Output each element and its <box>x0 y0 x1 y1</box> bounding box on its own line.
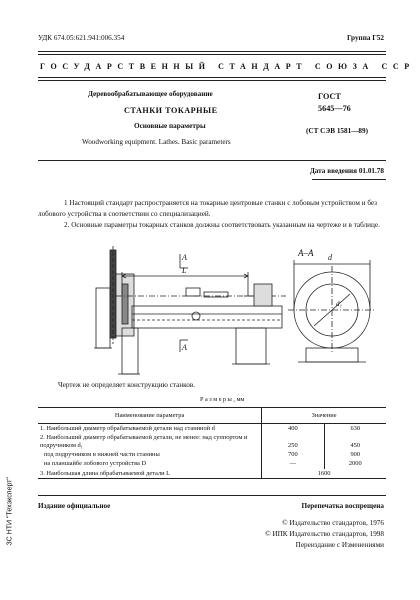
row-5-name: 3. Наибольшая длина обрабатываемой детали L <box>38 469 262 479</box>
standard-name: СТАНКИ ТОКАРНЫЕ <box>124 106 218 115</box>
drawing-note: Чертеж не определяет конструкцию станков. <box>58 381 196 389</box>
column-header-name: Наименование параметра <box>38 408 262 424</box>
footer-rule <box>38 495 386 496</box>
units-caption: Р а з м е р ы , мм <box>200 396 245 403</box>
reprint-prohibited: Перепечатка воспрещена <box>301 502 384 510</box>
table-row <box>38 450 386 459</box>
category-title: Деревообрабатывающее оборудование <box>88 90 213 98</box>
official-edition: Издание официальное <box>38 502 111 510</box>
row-4-value-1: — <box>262 459 324 468</box>
row-1-value-1: 400 <box>262 424 324 434</box>
row-3-value-1: 700 <box>262 450 324 459</box>
arrow-label-top: А <box>182 253 187 262</box>
section-label: А–А <box>298 248 314 258</box>
copyright-1998: © ИПК Издательство стандартов, 1998 <box>265 530 384 538</box>
dim-d-label: d <box>328 253 332 262</box>
banner-rule <box>38 77 386 81</box>
paragraph-1: 1 Настоящий стандарт распространяется на токарные центровые станки с лобовым устройством и без лобового устройства в соответствии со специализацией. <box>38 199 378 218</box>
row-2-name: 2. Наибольший диаметр обрабатываемой детали, не менее: над суппортом и подручником d₁ <box>38 433 262 450</box>
table-row <box>38 469 386 479</box>
table-row <box>38 424 386 434</box>
arrow-label-bottom: А <box>182 343 187 352</box>
row-1-name: 1. Наибольший диаметр обрабатываемой детали над станиной d <box>38 424 262 434</box>
row-5-value: 1600 <box>317 469 331 477</box>
column-header-value: Значение <box>262 408 386 424</box>
udk-code: УДК 674.05:621.941:006.354 <box>38 34 125 42</box>
row-4-name: на планшайбе лобового устройства D <box>38 459 262 468</box>
dim-d1-label: d₁ <box>336 300 342 308</box>
parameters-table <box>38 407 386 479</box>
row-3-value-2: 900 <box>350 451 361 459</box>
title-rule <box>38 160 386 161</box>
state-standard-banner: ГОСУДАРСТВЕННЫЙ СТАНДАРТ СОЮЗА ССР <box>40 62 415 71</box>
standard-subtitle: Основные параметры <box>134 122 206 130</box>
lathe-drawing <box>36 244 386 382</box>
st-sev-reference: (СТ СЭВ 1581—89) <box>306 127 368 135</box>
copyright-1976: © Издательство стандартов, 1976 <box>282 519 384 527</box>
table-header-row <box>38 408 386 424</box>
english-title: Woodworking equipment. Lathes. Basic parameters <box>82 138 231 146</box>
gost-number: 5645—76 <box>318 104 351 113</box>
table-row <box>38 459 386 468</box>
table-row <box>38 433 386 450</box>
gost-label: ГОСТ <box>318 92 341 101</box>
dim-l-label: L <box>182 266 187 275</box>
row-2-value-2: 450 <box>350 441 361 449</box>
row-1-value-2: 630 <box>350 425 361 432</box>
row-2-value-1: 250 <box>262 433 324 450</box>
reissue-note: Переиздание с Изменениями <box>295 541 384 549</box>
row-3-name: под подручником в нижней части станины <box>38 450 262 459</box>
paragraph-2: 2. Основные параметры токарных станков должны соответствовать указанным на чертеже и в таблице. <box>64 221 380 229</box>
header-rule <box>38 51 386 55</box>
intro-date: Дата введения 01.01.78 <box>309 167 384 175</box>
row-4-value-2: 2000 <box>348 460 362 468</box>
intro-date-underline <box>312 179 386 180</box>
side-stamp-text: ЗС НТИ "Техэксперт" <box>6 477 14 546</box>
side-stamp <box>2 430 14 550</box>
group-code: Группа Г52 <box>346 34 384 42</box>
